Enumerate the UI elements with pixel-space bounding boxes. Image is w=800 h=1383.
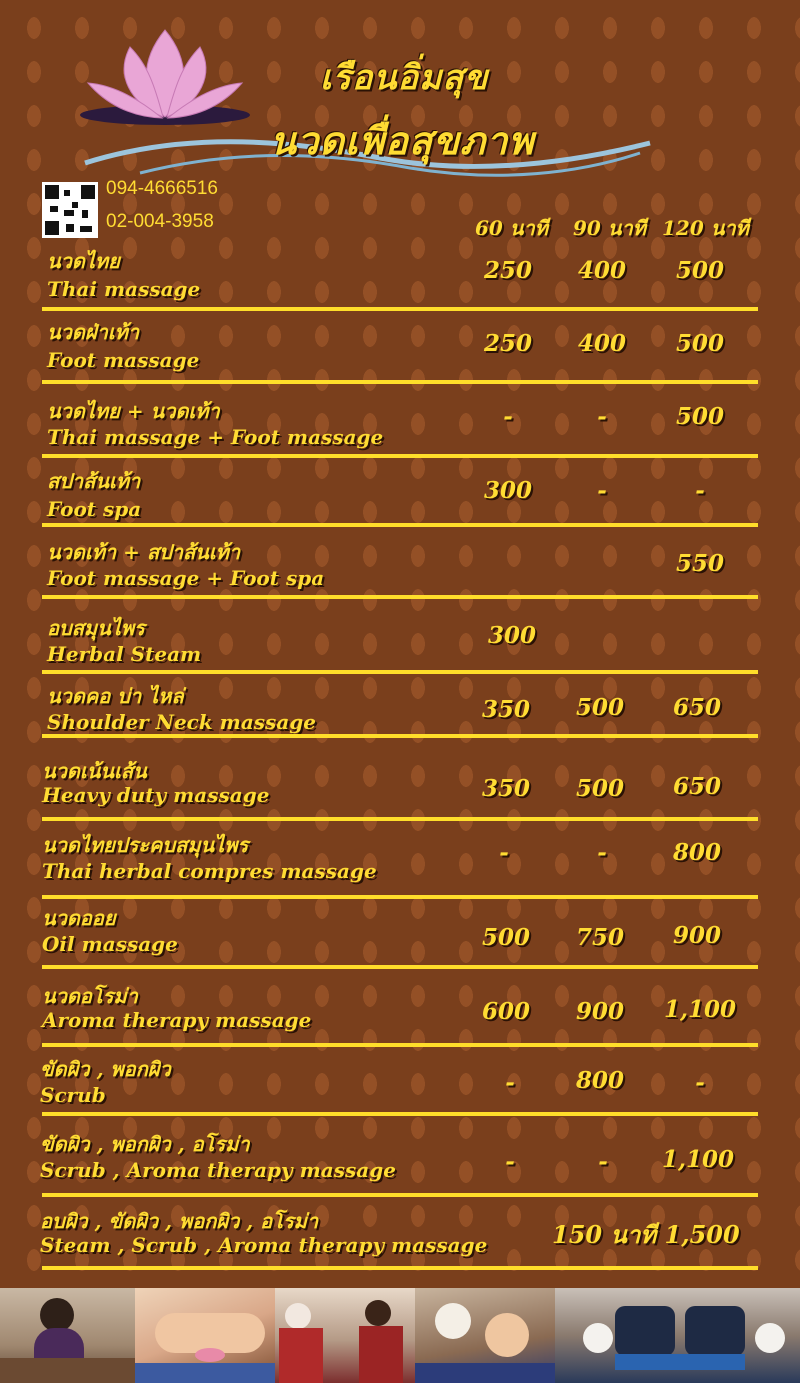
column-header-90: 90 นาที — [573, 216, 646, 240]
shop-name: เรือนอิ่มสุข — [320, 58, 489, 98]
price-120: 550 — [675, 550, 724, 577]
row-divider — [42, 817, 758, 821]
price-120: 1,100 — [663, 996, 737, 1023]
price-60: 350 — [481, 775, 530, 802]
row-divider — [42, 895, 758, 899]
service-name-th: นวดเท้า + สปาส้นเท้า — [47, 540, 241, 564]
price-60: - — [499, 839, 509, 866]
service-name-en: Foot massage + Foot spa — [47, 566, 325, 590]
service-name-th: ขัดผิว , พอกผิว , อโรม่า — [40, 1132, 250, 1156]
service-name-en: Scrub — [40, 1083, 106, 1107]
service-name-th: นวดเน้นเส้น — [42, 759, 147, 783]
row-divider — [42, 670, 758, 674]
service-name-en: Oil massage — [42, 932, 178, 956]
row-divider — [42, 380, 758, 384]
price-90: - — [597, 839, 607, 866]
service-name-en: Aroma therapy massage — [42, 1008, 312, 1032]
row-divider — [42, 734, 758, 738]
service-name-en: Herbal Steam — [47, 642, 202, 666]
service-name-th: นวดออย — [42, 906, 116, 930]
price-60: 600 — [481, 998, 530, 1025]
service-name-en: Thai massage — [47, 277, 201, 301]
row-divider — [42, 307, 758, 311]
price-90: - — [597, 403, 607, 430]
price-60: 300 — [487, 622, 536, 649]
row-divider — [42, 1266, 758, 1270]
foot-massage-photo — [275, 1288, 415, 1383]
qr-code-icon — [42, 182, 98, 238]
price-120: 500 — [675, 257, 724, 284]
lotus-logo-icon — [70, 25, 260, 130]
price-90: 400 — [577, 257, 626, 284]
price-120: 500 — [675, 403, 724, 430]
column-header-60: 60 นาที — [475, 216, 548, 240]
price-60: - — [505, 1069, 515, 1096]
phone-number-landline[interactable]: 02-004-3958 — [106, 211, 214, 232]
service-name-th: อบสมุนไพร — [47, 616, 145, 640]
price-60: 300 — [483, 477, 532, 504]
service-name-en: Foot massage — [47, 348, 200, 372]
price-60: 250 — [483, 257, 532, 284]
price-120: 650 — [672, 694, 721, 721]
service-name-th: ขัดผิว , พอกผิว — [40, 1057, 171, 1081]
herbal-compress-photo — [415, 1288, 555, 1383]
price-90: 750 — [575, 924, 624, 951]
service-name-th: นวดฝ่าเท้า — [47, 320, 140, 344]
price-120: 500 — [675, 330, 724, 357]
row-divider — [42, 965, 758, 969]
back-massage-photo — [135, 1288, 275, 1383]
price-120: 650 — [672, 773, 721, 800]
price-90: 500 — [575, 694, 624, 721]
price-90: 500 — [575, 775, 624, 802]
service-name-en: Scrub , Aroma therapy massage — [40, 1158, 396, 1182]
service-name-en: Heavy duty massage — [42, 783, 270, 807]
service-name-th: นวดอโรม่า — [42, 984, 138, 1008]
special-price: 150 นาที 1,500 — [552, 1220, 740, 1249]
price-90: 900 — [575, 998, 624, 1025]
therapist-tea-photo — [0, 1288, 135, 1383]
price-60: 350 — [481, 696, 530, 723]
service-name-en: Foot spa — [47, 497, 142, 521]
column-header-120: 120 นาที — [662, 216, 749, 240]
price-120: 1,100 — [661, 1146, 735, 1173]
price-60: - — [505, 1148, 515, 1175]
service-name-th: นวดคอ บ่า ไหล่ — [47, 684, 184, 708]
price-120: 900 — [672, 922, 721, 949]
shop-tagline: นวดเพื่อสุขภาพ — [270, 118, 535, 163]
row-divider — [42, 1193, 758, 1197]
service-name-th: นวดไทย + นวดเท้า — [47, 399, 220, 423]
spa-chairs-photo — [555, 1288, 800, 1383]
row-divider — [42, 523, 758, 527]
row-divider — [42, 1043, 758, 1047]
service-name-en: Shoulder Neck massage — [47, 710, 316, 734]
service-name-th: อบผิว , ขัดผิว , พอกผิว , อโรม่า — [40, 1209, 319, 1233]
header — [0, 0, 800, 240]
service-name-en: Thai herbal compres massage — [42, 859, 377, 883]
row-divider — [42, 1112, 758, 1116]
price-60: - — [503, 403, 513, 430]
service-name-th: นวดไทย — [47, 249, 120, 273]
price-120: 800 — [672, 839, 721, 866]
service-name-th: สปาส้นเท้า — [47, 469, 141, 493]
row-divider — [42, 595, 758, 599]
row-divider — [42, 454, 758, 458]
price-120: - — [695, 477, 705, 504]
service-name-th: นวดไทยประคบสมุนไพร — [42, 833, 249, 857]
price-90: 400 — [577, 330, 626, 357]
service-name-en: Steam , Scrub , Aroma therapy massage — [40, 1233, 488, 1257]
price-60: 500 — [481, 924, 530, 951]
price-90: - — [597, 477, 607, 504]
phone-number-mobile[interactable]: 094-4666516 — [106, 178, 218, 199]
photo-strip — [0, 1288, 800, 1383]
price-90: - — [598, 1148, 608, 1175]
service-name-en: Thai massage + Foot massage — [47, 425, 384, 449]
price-60: 250 — [483, 330, 532, 357]
price-90: 800 — [575, 1067, 624, 1094]
price-120: - — [695, 1069, 705, 1096]
